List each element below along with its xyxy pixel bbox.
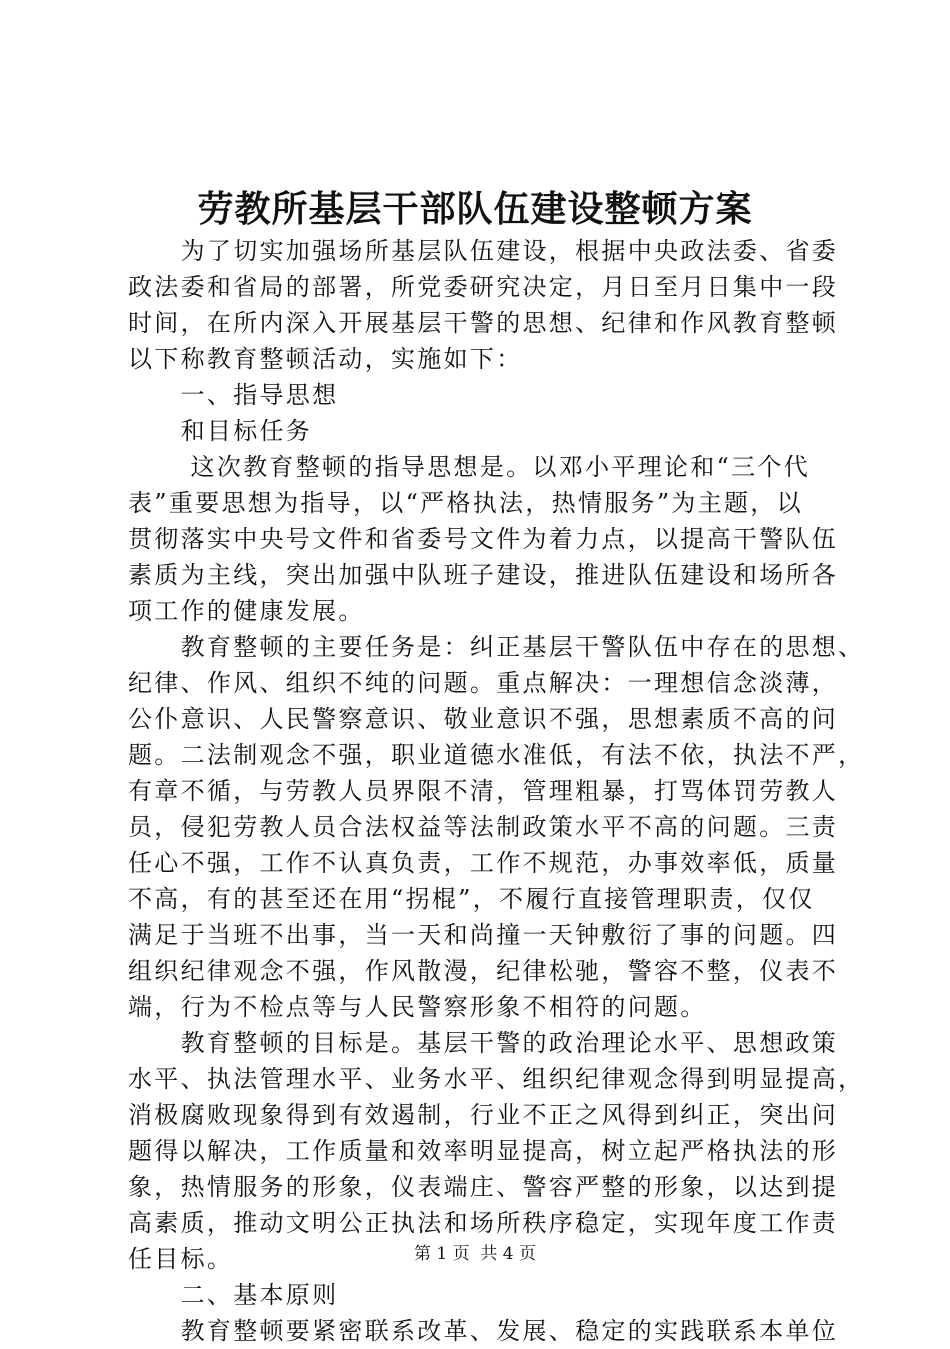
body-line: 时间，在所内深入开展基层干警的思想、纪律和作风教育整顿 bbox=[128, 309, 839, 337]
body-line: 象，热情服务的形象，仪表端庄、警容严整的形象，以达到提 bbox=[128, 1173, 839, 1201]
body-line: 任目标。 bbox=[128, 1245, 234, 1273]
page-footer: 第 1 页 共 4 页 bbox=[413, 1244, 537, 1264]
document-title: 劳教所基层干部队伍建设整顿方案 bbox=[197, 188, 753, 230]
body-line: 不高，有的甚至还在用“拐棍”，不履行直接管理职责，仅仅 bbox=[128, 885, 815, 913]
body-line: 教育整顿的主要任务是：纠正基层干警队伍中存在的思想、 bbox=[128, 633, 865, 661]
body-line: 纪律、作风、组织不纯的问题。重点解决：一理想信念淡薄， bbox=[128, 669, 839, 697]
body-line: 高素质，推动文明公正执法和场所秩序稳定，实现年度工作责 bbox=[128, 1209, 839, 1237]
body-line: 以下称教育整顿活动，实施如下： bbox=[128, 345, 523, 373]
body-line: 一、指导思想 bbox=[128, 381, 339, 409]
body-line: 题得以解决，工作质量和效率明显提高，树立起严格执法的形 bbox=[128, 1137, 839, 1165]
body-line: 表”重要思想为指导，以“严格执法，热情服务”为主题，以 bbox=[128, 489, 803, 517]
document-body bbox=[128, 233, 928, 1349]
body-line: 这次教育整顿的指导思想是。以邓小平理论和“三个代 bbox=[128, 453, 810, 481]
body-line: 任心不强，工作不认真负责，工作不规范，办事效率低，质量 bbox=[128, 849, 839, 877]
body-line: 题。二法制观念不强，职业道德水准低，有法不依，执法不严， bbox=[128, 741, 865, 769]
body-line: 和目标任务 bbox=[128, 417, 313, 445]
body-line: 二、基本原则 bbox=[128, 1281, 339, 1309]
body-line: 有章不循，与劳教人员界限不清，管理粗暴，打骂体罚劳教人 bbox=[128, 777, 839, 805]
body-line: 素质为主线，突出加强中队班子建设，推进队伍建设和场所各 bbox=[128, 561, 839, 589]
body-line: 端，行为不检点等与人民警察形象不相符的问题。 bbox=[128, 993, 707, 1021]
body-line: 组织纪律观念不强，作风散漫，纪律松驰，警容不整，仪表不 bbox=[128, 957, 839, 985]
body-line: 满足于当班不出事，当一天和尚撞一天钟敷衍了事的问题。四 bbox=[128, 921, 839, 949]
body-line: 政法委和省局的部署，所党委研究决定，月日至月日集中一段 bbox=[128, 273, 839, 301]
body-line: 员，侵犯劳教人员合法权益等法制政策水平不高的问题。三责 bbox=[128, 813, 839, 841]
body-line: 教育整顿的目标是。基层干警的政治理论水平、思想政策 bbox=[128, 1029, 839, 1057]
body-line: 贯彻落实中央号文件和省委号文件为着力点，以提高干警队伍 bbox=[128, 525, 839, 553]
body-line: 消极腐败现象得到有效遏制，行业不正之风得到纠正，突出问 bbox=[128, 1101, 839, 1129]
body-line: 公仆意识、人民警察意识、敬业意识不强，思想素质不高的问 bbox=[128, 705, 839, 733]
body-line: 教育整顿要紧密联系改革、发展、稳定的实践联系本单位 bbox=[128, 1317, 839, 1345]
body-line: 项工作的健康发展。 bbox=[128, 597, 365, 625]
body-line: 为了切实加强场所基层队伍建设，根据中央政法委、省委 bbox=[128, 237, 839, 265]
body-line: 水平、执法管理水平、业务水平、组织纪律观念得到明显提高， bbox=[128, 1065, 865, 1093]
